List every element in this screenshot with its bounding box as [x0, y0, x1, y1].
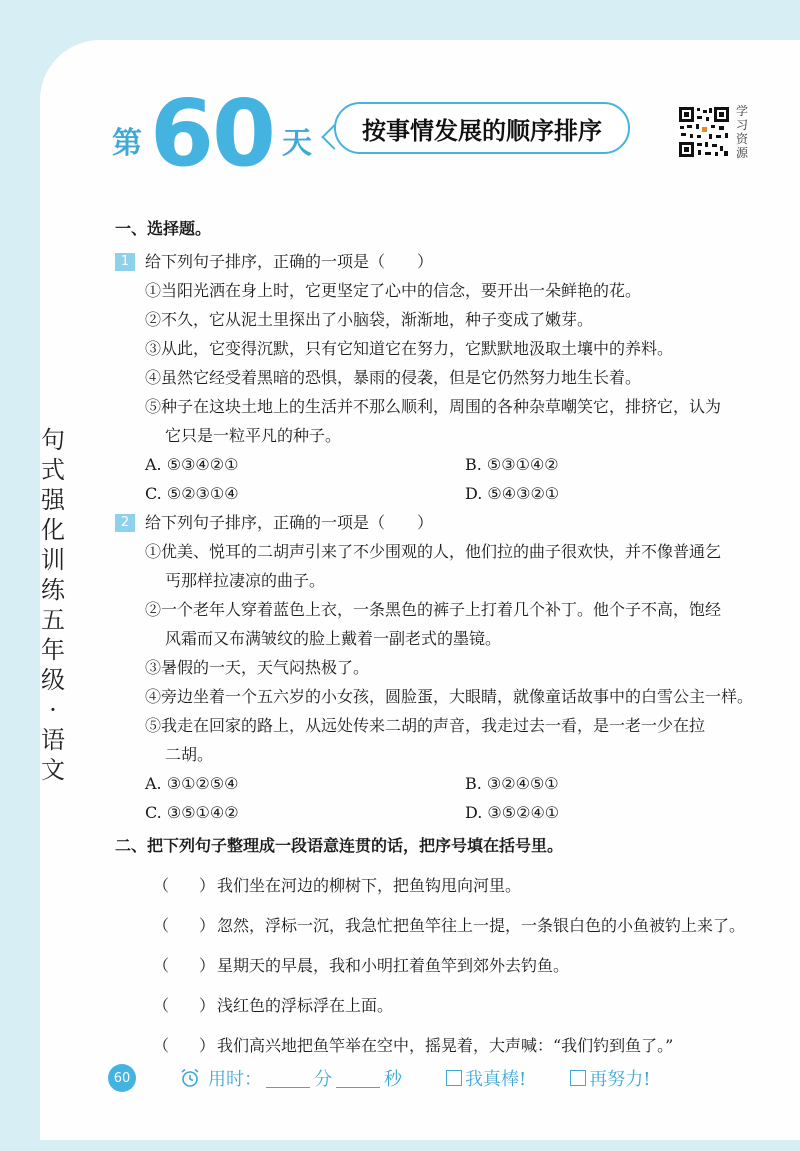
seconds-blank[interactable]	[336, 1069, 380, 1088]
alarm-clock-icon	[180, 1068, 200, 1088]
option-a[interactable]: A. ⑤③④②①	[145, 455, 239, 474]
sentence-text: 星期天的早晨，我和小明扛着鱼竿到郊外去钓鱼。	[217, 956, 570, 975]
checkbox-icon[interactable]	[446, 1070, 462, 1086]
option-d[interactable]: D. ③⑤②④①	[465, 803, 560, 822]
fill-row	[115, 1031, 775, 1060]
sentence-item: ③暑假的一天，天气闷热极了。	[145, 658, 370, 677]
seconds-label: 秒	[384, 1069, 402, 1090]
question-stem: 给下列句子排序，正确的一项是（ ）	[145, 252, 434, 271]
footer	[108, 1064, 694, 1092]
option-d[interactable]: D. ⑤④③②①	[465, 484, 560, 503]
option-b[interactable]: B. ⑤③①④②	[465, 455, 559, 474]
sentence-item-continued: 丐那样拉凄凉的曲子。	[165, 571, 326, 590]
day-number: 60	[150, 80, 275, 187]
checkbox-icon[interactable]	[570, 1070, 586, 1086]
sentence-item: ③从此，它变得沉默，只有它知道它在努力，它默默地汲取土壤中的养料。	[145, 339, 674, 358]
sentence-text: 我们坐在河边的柳树下，把鱼钩甩向河里。	[217, 876, 522, 895]
sentence-item: ④虽然它经受着黑暗的恐惧，暴雨的侵袭，但是它仍然努力地生长着。	[145, 368, 642, 387]
sentence-item-continued: 风霜而又布满皱纹的脸上戴着一副老式的墨镜。	[165, 629, 502, 648]
answer-blank[interactable]: （ ）	[153, 1036, 215, 1055]
sidebar-label: 句式强化训练五年级·语文	[41, 426, 65, 784]
question-1	[115, 247, 775, 276]
minutes-label: 分	[314, 1069, 332, 1090]
sentence-item-continued: 它只是一粒平凡的种子。	[165, 426, 342, 445]
sentence-text: 浅红色的浮标浮在上面。	[217, 996, 394, 1015]
qr-label: 学习资源	[736, 104, 749, 160]
fill-row	[115, 911, 775, 940]
sentence-item: ②不久，它从泥土里探出了小脑袋，渐渐地，种子变成了嫩芽。	[145, 310, 594, 329]
sentence-item: ⑤我走在回家的路上，从远处传来二胡的声音，我走过去一看，是一老一少在拉	[145, 716, 706, 735]
try-again-checkbox[interactable]	[570, 1065, 650, 1091]
fill-row	[115, 951, 775, 980]
page-number: 60	[108, 1064, 136, 1092]
topic-title: 按事情发展的顺序排序	[334, 102, 630, 154]
answer-options	[115, 450, 775, 508]
answer-blank[interactable]: （ ）	[153, 876, 215, 895]
question-number: 1	[115, 253, 135, 271]
section-1-title: 一、选择题。	[115, 219, 212, 238]
time-label: 用时：	[208, 1069, 262, 1090]
fill-row	[115, 991, 775, 1020]
fill-row	[115, 871, 775, 900]
sentence-text: 我们高兴地把鱼竿举在空中，摇晃着，大声喊：“我们钓到鱼了。”	[217, 1036, 674, 1055]
answer-blank[interactable]: （ ）	[153, 956, 215, 975]
option-a[interactable]: A. ③①②⑤④	[145, 774, 239, 793]
option-c[interactable]: C. ③⑤①④②	[145, 803, 239, 822]
day-heading	[112, 80, 313, 187]
day-suffix: 天	[282, 126, 313, 161]
question-number: 2	[115, 514, 135, 532]
question-2	[115, 508, 775, 537]
minutes-blank[interactable]	[266, 1069, 310, 1088]
answer-blank[interactable]: （ ）	[153, 996, 215, 1015]
sentence-item: ⑤种子在这块土地上的生活并不那么顺利，周围的各种杂草嘲笑它，排挤它，认为	[145, 397, 722, 416]
exercise-content	[115, 210, 775, 1071]
sentence-item-continued: 二胡。	[165, 745, 214, 764]
time-used	[208, 1065, 402, 1091]
answer-blank[interactable]: （ ）	[153, 916, 215, 935]
great-label: 我真棒!	[465, 1069, 527, 1090]
great-checkbox[interactable]	[446, 1065, 526, 1091]
sentence-item: ④旁边坐着一个五六岁的小女孩，圆脸蛋，大眼睛，就像童话故事中的白雪公主一样。	[145, 687, 754, 706]
sentence-item: ①优美、悦耳的二胡声引来了不少围观的人，他们拉的曲子很欢快，并不像普通乞	[145, 542, 722, 561]
sentence-text: 忽然，浮标一沉，我急忙把鱼竿往上一提，一条银白色的小鱼被钓上来了。	[217, 916, 746, 935]
answer-options	[115, 769, 775, 827]
section-2-title: 二、把下列句子整理成一段语意连贯的话，把序号填在括号里。	[115, 836, 564, 855]
sentence-item: ②一个老年人穿着蓝色上衣，一条黑色的裤子上打着几个补丁。他个子不高，饱经	[145, 600, 722, 619]
try-again-label: 再努力!	[589, 1069, 651, 1090]
sentence-item: ①当阳光洒在身上时，它更坚定了心中的信念，要开出一朵鲜艳的花。	[145, 281, 642, 300]
question-stem: 给下列句子排序，正确的一项是（ ）	[145, 513, 434, 532]
day-prefix: 第	[112, 126, 142, 161]
qr-code-icon[interactable]	[678, 106, 730, 158]
option-b[interactable]: B. ③②④⑤①	[465, 774, 559, 793]
option-c[interactable]: C. ⑤②③①④	[145, 484, 239, 503]
